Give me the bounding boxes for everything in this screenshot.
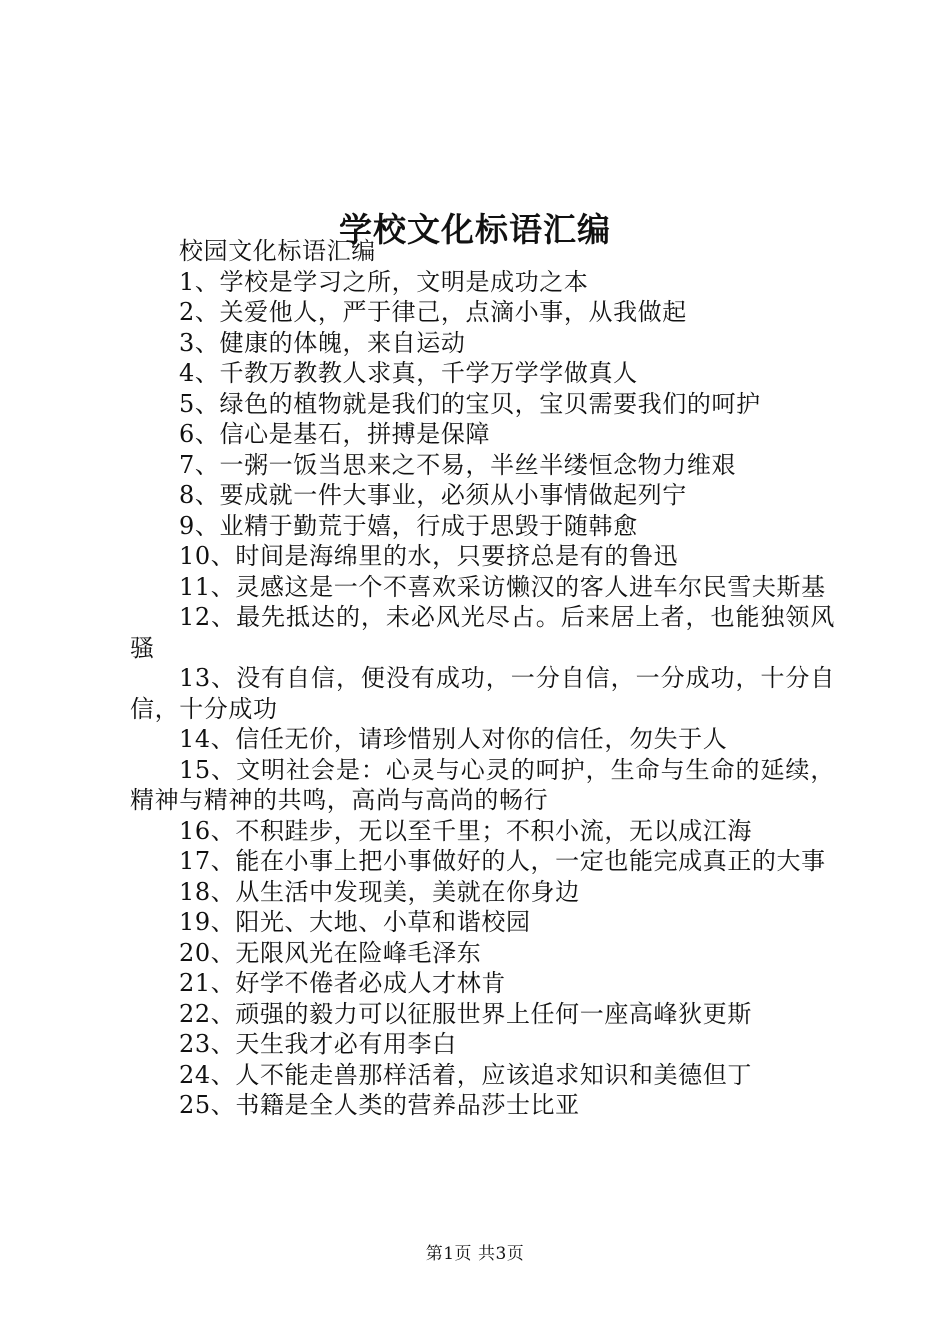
paragraph: 6、信心是基石，拼搏是保障 — [179, 420, 491, 448]
paragraph: 2、关爱他人，严于律己，点滴小事，从我做起 — [179, 298, 687, 326]
paragraph: 11、灵感这是一个不喜欢采访懒汉的客人进车尔民雪夫斯基 — [179, 572, 826, 601]
paragraph: 20、无限风光在险峰毛泽东 — [179, 938, 482, 967]
paragraph: 10、时间是海绵里的水，只要挤总是有的鲁迅 — [179, 542, 679, 570]
paragraph: 9、业精于勤荒于嬉，行成于思毁于随韩愈 — [179, 511, 638, 540]
paragraph: 14、信任无价，请珍惜别人对你的信任，勿失于人 — [179, 725, 728, 753]
paragraph: 1、学校是学习之所，文明是成功之本 — [179, 267, 589, 296]
paragraph: 12、最先抵达的，未必风光尽占。后来居上者，也能独领风骚 — [130, 603, 835, 662]
paragraph: 19、阳光、大地、小草和谐校园 — [179, 908, 531, 936]
paragraph: 5、绿色的植物就是我们的宝贝，宝贝需要我们的呵护 — [179, 389, 761, 418]
paragraph: 24、人不能走兽那样活着，应该追求知识和美德但丁 — [179, 1060, 752, 1089]
paragraph: 15、文明社会是：心灵与心灵的呵护，生命与生命的延续，精神与精神的共鸣，高尚与高尚的畅行 — [130, 755, 835, 814]
paragraph: 13、没有自信，便没有成功，一分自信，一分成功，十分自信，十分成功 — [130, 664, 835, 723]
document-body — [130, 236, 835, 1121]
paragraph: 22、顽强的毅力可以征服世界上任何一座高峰狄更斯 — [179, 999, 752, 1028]
paragraph: 校园文化标语汇编 — [179, 237, 376, 265]
paragraph: 8、要成就一件大事业，必须从小事情做起列宁 — [179, 481, 687, 509]
paragraph: 18、从生活中发现美，美就在你身边 — [179, 877, 580, 906]
page-footer: 第1页 共3页 — [425, 1244, 525, 1264]
paragraph: 16、不积跬步，无以至千里；不积小流，无以成江海 — [179, 816, 752, 845]
paragraph: 17、能在小事上把小事做好的人，一定也能完成真正的大事 — [179, 847, 826, 875]
document-title: 学校文化标语汇编 — [339, 210, 611, 250]
paragraph: 21、好学不倦者必成人才林肯 — [179, 969, 506, 997]
paragraph: 4、千教万教教人求真，千学万学学做真人 — [179, 359, 638, 387]
paragraph: 23、天生我才必有用李白 — [179, 1030, 457, 1058]
paragraph: 3、健康的体魄，来自运动 — [179, 328, 466, 357]
paragraph: 7、一粥一饭当思来之不易，半丝半缕恒念物力维艰 — [179, 450, 737, 479]
paragraph: 25、书籍是全人类的营养品莎士比亚 — [179, 1091, 580, 1119]
